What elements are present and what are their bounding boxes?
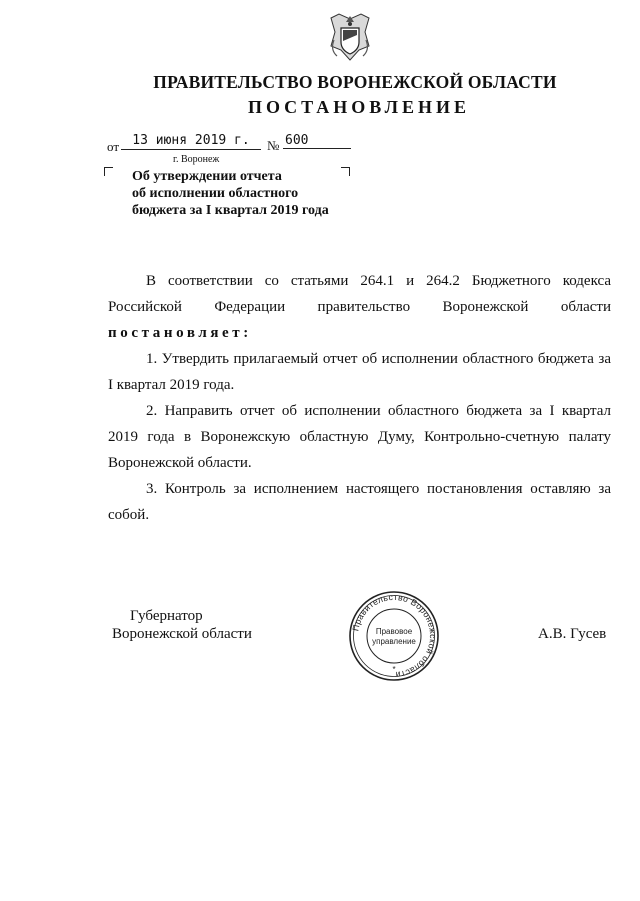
- item-1: 1. Утвердить прилагаемый отчет об исполнении областного бюджета за I квартал 2019 года.: [108, 351, 611, 393]
- signatory-name: А.В. Гусев: [538, 626, 607, 642]
- document-date: 13 июня 2019 г.: [121, 133, 261, 150]
- city-label: г. Воронеж: [173, 154, 220, 165]
- subject-corner-right: [341, 167, 350, 176]
- subject-line: Об утверждении отчета: [132, 169, 282, 184]
- decree-word: постановляет:: [108, 325, 252, 341]
- document-type-title: ПОСТАНОВЛЕНИЕ: [247, 97, 471, 117]
- coat-of-arms-icon: [325, 10, 375, 66]
- subject-line: об исполнении областного: [132, 186, 299, 201]
- document-body: [108, 268, 611, 528]
- date-prefix: от: [107, 139, 120, 154]
- official-stamp: [348, 590, 440, 682]
- government-title: ПРАВИТЕЛЬСТВО ВОРОНЕЖСКОЙ ОБЛАСТИ: [153, 72, 557, 92]
- document-number: 600: [283, 133, 351, 149]
- stamp-center-line-2: управление: [372, 637, 416, 646]
- stamp-center-line-1: Правовое: [375, 627, 413, 636]
- signatory-title-line-1: Губернатор: [130, 608, 203, 624]
- preamble-line-2: Российской Федерации правительство Воронежской области: [108, 299, 611, 315]
- stamp-star: *: [392, 665, 396, 674]
- item-3: 3. Контроль за исполнением настоящего постановления оставляю за собой.: [108, 481, 611, 523]
- subject-corner-left: [104, 167, 113, 176]
- number-sign: №: [267, 138, 280, 153]
- subject-line: бюджета за I квартал 2019 года: [132, 203, 329, 218]
- stamp-ring-text: Правительство Воронежской области: [350, 591, 439, 681]
- signatory-title-line-2: Воронежской области: [112, 626, 252, 642]
- item-2: 2. Направить отчет об исполнении областного бюджета за I квартал 2019 года в Воронежскую областную Думу, Контрольно-счетную палату Воронежской области.: [108, 403, 611, 471]
- preamble-line-1: В соответствии со статьями 264.1 и 264.2 Бюджетного кодекса: [146, 273, 611, 289]
- document-subject: [132, 168, 329, 219]
